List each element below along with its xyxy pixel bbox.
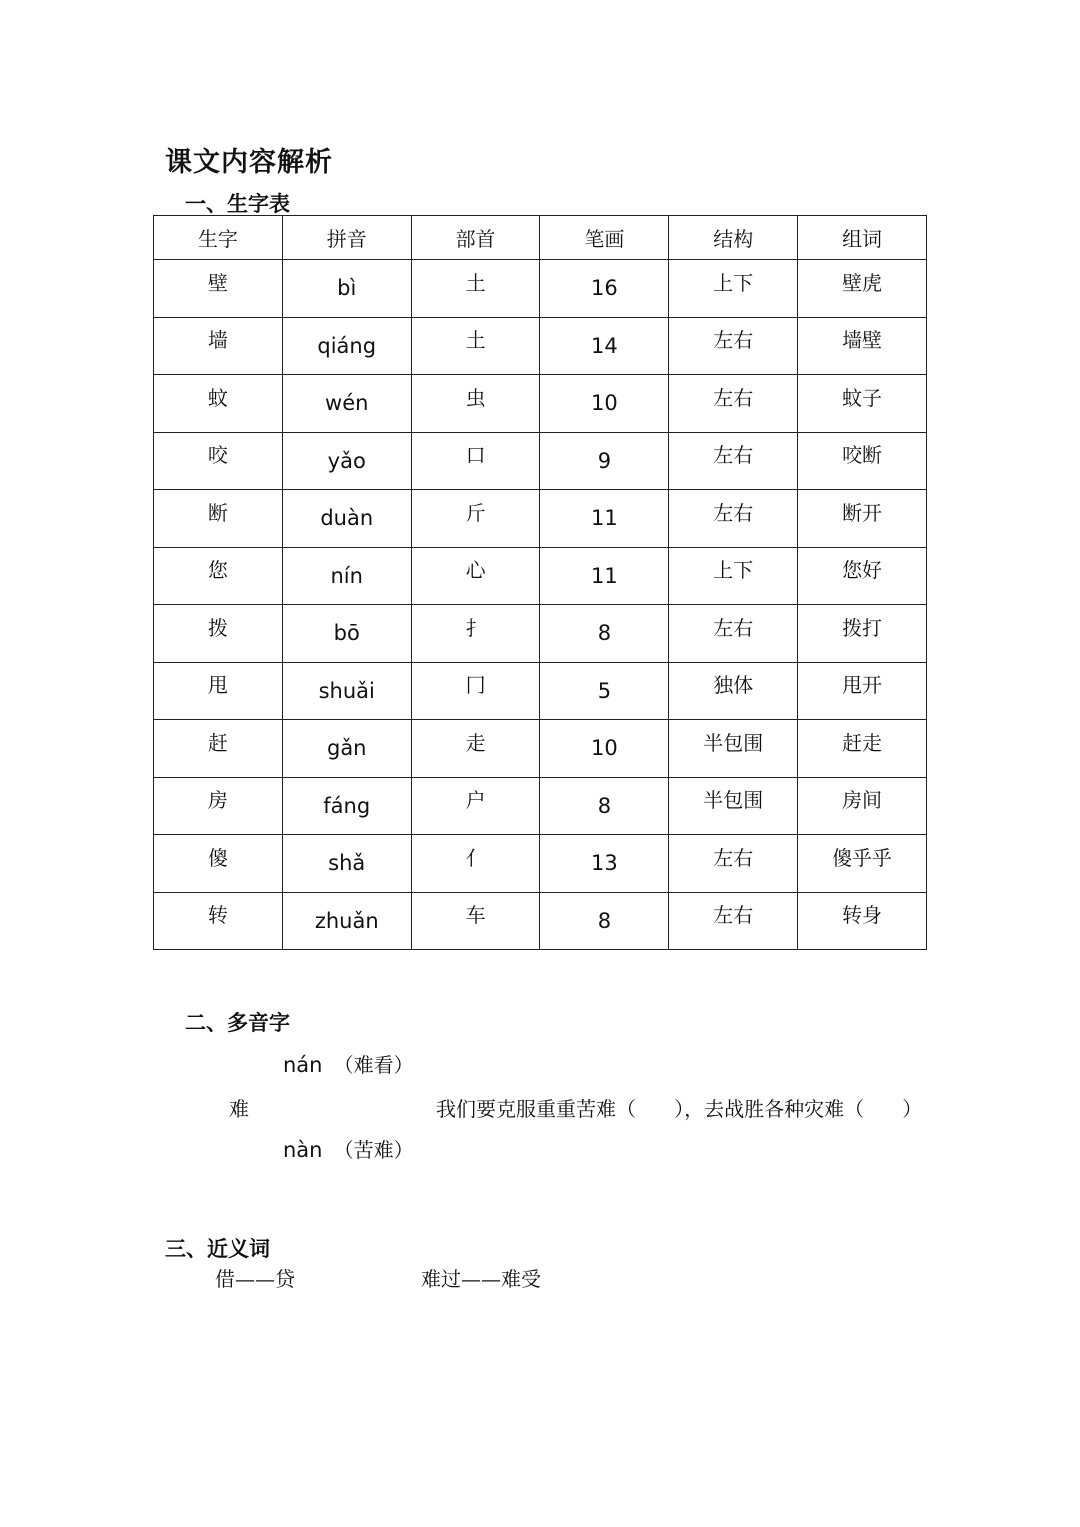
radical-cell	[411, 892, 540, 950]
stroke-count-cell	[540, 432, 669, 490]
stroke-count-cell	[540, 317, 669, 375]
header-cell: 组词	[798, 216, 927, 260]
radical-cell-text: 冂	[465, 673, 486, 698]
radical-cell	[411, 317, 540, 375]
pinyin-cell-text: shǎ	[328, 851, 366, 876]
stroke-count-cell-text: 8	[597, 908, 612, 933]
polyphone-reading-2	[283, 1134, 414, 1163]
structure-cell-text: 左右	[713, 385, 754, 410]
stroke-count-cell-text: 5	[597, 678, 612, 703]
pinyin-cell	[282, 260, 411, 318]
stroke-count-cell	[540, 375, 669, 433]
word-cell	[798, 375, 927, 433]
section-heading-characters: 一、生字表	[185, 192, 290, 216]
char-cell-text: 蚊	[207, 385, 228, 410]
word-cell-text: 断开	[842, 500, 883, 525]
char-cell	[154, 835, 283, 893]
table-row	[154, 720, 927, 778]
word-cell	[798, 662, 927, 720]
structure-cell	[669, 605, 798, 663]
word-cell-text: 赶走	[842, 730, 883, 755]
header-cell: 部首	[411, 216, 540, 260]
char-cell-text: 甩	[207, 673, 228, 698]
radical-cell-text: 亻	[465, 845, 486, 870]
pinyin-cell	[282, 892, 411, 950]
pinyin-cell-text: shuǎi	[318, 678, 375, 703]
stroke-count-cell	[540, 892, 669, 950]
stroke-count-cell-text: 13	[591, 851, 618, 876]
header-cell: 结构	[669, 216, 798, 260]
structure-cell	[669, 777, 798, 835]
word-cell-text: 壁虎	[842, 270, 883, 295]
stroke-count-cell	[540, 605, 669, 663]
section-heading-polyphones: 二、多音字	[185, 1011, 290, 1035]
word-cell-text: 房间	[842, 788, 883, 813]
pinyin-cell-text: nín	[330, 563, 363, 588]
char-cell	[154, 432, 283, 490]
stroke-count-cell	[540, 835, 669, 893]
section-heading-synonyms: 三、近义词	[165, 1237, 270, 1261]
table-row	[154, 605, 927, 663]
word-cell	[798, 720, 927, 778]
structure-cell-text: 左右	[713, 443, 754, 468]
pinyin-cell-text: bì	[337, 276, 357, 301]
stroke-count-cell	[540, 490, 669, 548]
radical-cell-text: 斤	[465, 500, 486, 525]
char-cell	[154, 662, 283, 720]
stroke-count-cell	[540, 662, 669, 720]
table-row	[154, 662, 927, 720]
structure-cell	[669, 260, 798, 318]
stroke-count-cell	[540, 547, 669, 605]
char-cell	[154, 260, 283, 318]
pinyin-cell	[282, 605, 411, 663]
char-cell-text: 您	[207, 558, 228, 583]
pinyin-cell	[282, 835, 411, 893]
word-cell	[798, 490, 927, 548]
header-cell: 生字	[154, 216, 283, 260]
pinyin-cell-text: gǎn	[326, 736, 367, 761]
pinyin-cell	[282, 547, 411, 605]
table-row	[154, 490, 927, 548]
stroke-count-cell-text: 16	[591, 276, 618, 301]
structure-cell-text: 左右	[713, 845, 754, 870]
stroke-count-cell-text: 10	[591, 391, 618, 416]
radical-cell	[411, 490, 540, 548]
pinyin-cell-text: bō	[333, 621, 360, 646]
table-row	[154, 777, 927, 835]
char-cell-text: 壁	[207, 270, 228, 295]
char-cell-text: 赶	[207, 730, 228, 755]
pinyin-nan2: nán	[283, 1053, 323, 1077]
char-cell	[154, 375, 283, 433]
structure-cell-text: 独体	[713, 673, 754, 698]
pinyin-cell-text: wén	[325, 391, 369, 416]
structure-cell-text: 左右	[713, 500, 754, 525]
structure-cell	[669, 892, 798, 950]
stroke-count-cell-text: 10	[591, 736, 618, 761]
polyphone-char: 难	[229, 1097, 249, 1121]
page-title: 课文内容解析	[165, 147, 333, 178]
stroke-count-cell-text: 14	[591, 333, 618, 358]
word-cell	[798, 777, 927, 835]
structure-cell-text: 左右	[713, 903, 754, 928]
synonym-pair-2: 难过——难受	[421, 1267, 541, 1291]
radical-cell-text: 口	[465, 443, 486, 468]
stroke-count-cell-text: 11	[591, 506, 618, 531]
word-kunan: （苦难）	[333, 1138, 414, 1162]
char-cell-text: 房	[207, 788, 228, 813]
word-cell	[798, 432, 927, 490]
table-row	[154, 317, 927, 375]
pinyin-cell	[282, 777, 411, 835]
word-cell-text: 咬断	[842, 443, 883, 468]
pinyin-cell-text: zhuǎn	[314, 908, 379, 933]
char-cell	[154, 490, 283, 548]
char-cell-text: 拨	[207, 615, 228, 640]
structure-cell-text: 左右	[713, 615, 754, 640]
radical-cell-text: 土	[465, 270, 486, 295]
pinyin-cell	[282, 432, 411, 490]
structure-cell	[669, 720, 798, 778]
word-cell-text: 蚊子	[842, 385, 883, 410]
char-cell-text: 咬	[207, 443, 228, 468]
radical-cell	[411, 432, 540, 490]
word-cell	[798, 547, 927, 605]
char-cell	[154, 892, 283, 950]
radical-cell	[411, 662, 540, 720]
radical-cell	[411, 375, 540, 433]
structure-cell	[669, 662, 798, 720]
stroke-count-cell	[540, 777, 669, 835]
pinyin-nan4: nàn	[283, 1138, 323, 1162]
radical-cell	[411, 777, 540, 835]
table-header-row	[154, 216, 927, 260]
stroke-count-cell-text: 9	[597, 448, 612, 473]
char-cell	[154, 605, 283, 663]
radical-cell	[411, 605, 540, 663]
char-cell-text: 傻	[207, 845, 228, 870]
pinyin-cell-text: qiáng	[317, 333, 377, 358]
char-cell	[154, 317, 283, 375]
char-cell-text: 断	[207, 500, 228, 525]
pinyin-cell-text: fáng	[323, 793, 371, 818]
word-cell	[798, 317, 927, 375]
table-row	[154, 375, 927, 433]
pinyin-cell-text: duàn	[320, 506, 374, 531]
structure-cell	[669, 375, 798, 433]
char-cell	[154, 547, 283, 605]
radical-cell	[411, 835, 540, 893]
radical-cell-text: 土	[465, 328, 486, 353]
structure-cell-text: 半包围	[703, 788, 764, 813]
word-nankan: （难看）	[333, 1053, 414, 1077]
structure-cell-text: 半包围	[703, 730, 764, 755]
structure-cell	[669, 490, 798, 548]
word-cell-text: 甩开	[842, 673, 883, 698]
word-cell-text: 拨打	[842, 615, 883, 640]
char-cell	[154, 720, 283, 778]
pinyin-cell	[282, 662, 411, 720]
word-cell	[798, 835, 927, 893]
pinyin-cell	[282, 317, 411, 375]
stroke-count-cell-text: 11	[591, 563, 618, 588]
stroke-count-cell	[540, 720, 669, 778]
radical-cell-text: 虫	[465, 385, 486, 410]
radical-cell	[411, 260, 540, 318]
char-cell-text: 墙	[207, 328, 228, 353]
pinyin-cell	[282, 490, 411, 548]
char-cell-text: 转	[207, 903, 228, 928]
table-row	[154, 260, 927, 318]
radical-cell-text: 心	[465, 558, 486, 583]
radical-cell-text: 走	[465, 730, 486, 755]
table-row	[154, 835, 927, 893]
char-cell	[154, 777, 283, 835]
word-cell	[798, 260, 927, 318]
polyphone-reading-1	[283, 1049, 414, 1078]
pinyin-cell	[282, 375, 411, 433]
word-cell-text: 傻乎乎	[832, 845, 893, 870]
word-cell	[798, 605, 927, 663]
polyphone-exercise: 我们要克服重重苦难（ ），去战胜各种灾难（ ）	[436, 1097, 923, 1121]
structure-cell	[669, 835, 798, 893]
structure-cell-text: 上下	[713, 558, 754, 583]
table-row	[154, 892, 927, 950]
radical-cell	[411, 720, 540, 778]
structure-cell	[669, 432, 798, 490]
structure-cell-text: 左右	[713, 328, 754, 353]
word-cell	[798, 892, 927, 950]
radical-cell-text: 扌	[465, 615, 486, 640]
character-table	[153, 215, 927, 950]
stroke-count-cell-text: 8	[597, 793, 612, 818]
radical-cell-text: 户	[465, 788, 486, 813]
stroke-count-cell	[540, 260, 669, 318]
structure-cell	[669, 547, 798, 605]
word-cell-text: 您好	[842, 558, 883, 583]
pinyin-cell-text: yǎo	[327, 448, 366, 473]
header-cell: 笔画	[540, 216, 669, 260]
table-row	[154, 432, 927, 490]
word-cell-text: 转身	[842, 903, 883, 928]
structure-cell-text: 上下	[713, 270, 754, 295]
radical-cell-text: 车	[465, 903, 486, 928]
pinyin-cell	[282, 720, 411, 778]
header-cell: 拼音	[282, 216, 411, 260]
stroke-count-cell-text: 8	[597, 621, 612, 646]
synonym-pair-1: 借——贷	[215, 1267, 295, 1291]
table-row	[154, 547, 927, 605]
structure-cell	[669, 317, 798, 375]
radical-cell	[411, 547, 540, 605]
word-cell-text: 墙壁	[842, 328, 883, 353]
